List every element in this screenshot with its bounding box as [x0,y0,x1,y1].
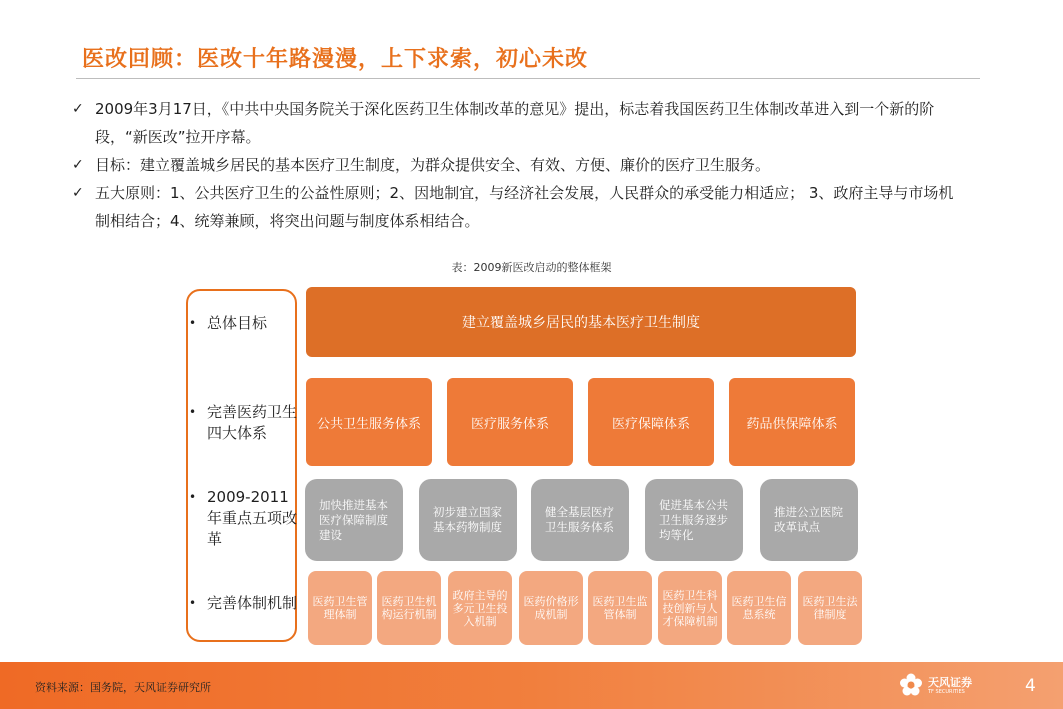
row-label-text: 完善医药卫生四大体系 [207,403,298,442]
reform-box: 初步建立国家基本药物制度 [419,479,517,561]
system-box: 医疗服务体系 [447,378,573,466]
bullet-dot: • [189,490,197,504]
mechanism-box: 医药卫生法律制度 [798,571,862,645]
check-icon: ✓ [72,157,84,173]
flower-logo-icon [898,672,924,698]
row-label-text: 完善体制机制 [207,594,298,612]
mechanism-box: 医药卫生监管体制 [588,571,652,645]
mechanism-box: 医药卫生信息系统 [727,571,791,645]
mechanism-box: 医药价格形成机制 [519,571,583,645]
bullet-dot: • [189,316,197,330]
bullet-item [72,179,962,235]
bullet-item [72,151,962,179]
figure-caption: 表：2009新医改启动的整体框架 [451,261,612,274]
reform-box: 加快推进基本医疗保障制度建设 [305,479,403,561]
system-box: 公共卫生服务体系 [306,378,432,466]
system-box: 药品供保障体系 [729,378,855,466]
reform-box: 健全基层医疗卫生服务体系 [531,479,629,561]
row-label-text: 总体目标 [207,314,268,332]
system-box: 医疗保障体系 [588,378,714,466]
row-label-text: 2009-2011年重点五项改革 [207,488,298,548]
bullet-text: 五大原则：1、公共医疗卫生的公益性原则；2、因地制宜，与经济社会发展，人民群众的承受能力相适应； 3、政府主导与市场机制相结合；4、统筹兼顾，将突出问题与制度体系相结合。 [95,184,954,230]
goal-box: 建立覆盖城乡居民的基本医疗卫生制度 [306,287,856,357]
bullet-text: 目标：建立覆盖城乡居民的基本医疗卫生制度，为群众提供安全、有效、方便、廉价的医疗卫生服务。 [95,156,771,174]
mechanism-box: 医药卫生科技创新与人才保障机制 [658,571,722,645]
mechanism-box: 医药卫生机构运行机制 [377,571,441,645]
row-label-goal [189,313,297,337]
bullet-item [72,95,962,151]
bullet-dot: • [189,405,197,419]
reform-box: 推进公立医院改革试点 [760,479,858,561]
company-logo [898,672,978,700]
check-icon: ✓ [72,101,84,117]
row-label-reforms [189,487,297,551]
bullet-dot: • [189,596,197,610]
mechanism-box: 政府主导的多元卫生投入机制 [448,571,512,645]
page-number: 4 [1025,676,1036,696]
row-label-frame [186,289,297,642]
bullet-text: 2009年3月17日，《中共中央国务院关于深化医药卫生体制改革的意见》提出，标志着我国医药卫生体制改革进入到一个新的阶段，“新医改”拉开序幕。 [95,100,935,146]
row-label-mechanisms [189,593,297,637]
row-label-systems [189,402,297,446]
reform-box: 促进基本公共卫生服务逐步均等化 [645,479,743,561]
check-icon: ✓ [72,185,84,201]
logo-text: 天风证券 [928,676,972,689]
mechanism-box: 医药卫生管理体制 [308,571,372,645]
source-note: 资料来源：国务院，天风证券研究所 [35,681,211,694]
logo-subtext: TF SECURITIES [928,689,965,695]
slide-title: 医改回顾：医改十年路漫漫，上下求索，初心未改 [82,46,589,72]
title-divider [76,78,980,79]
bullet-list [72,95,962,235]
